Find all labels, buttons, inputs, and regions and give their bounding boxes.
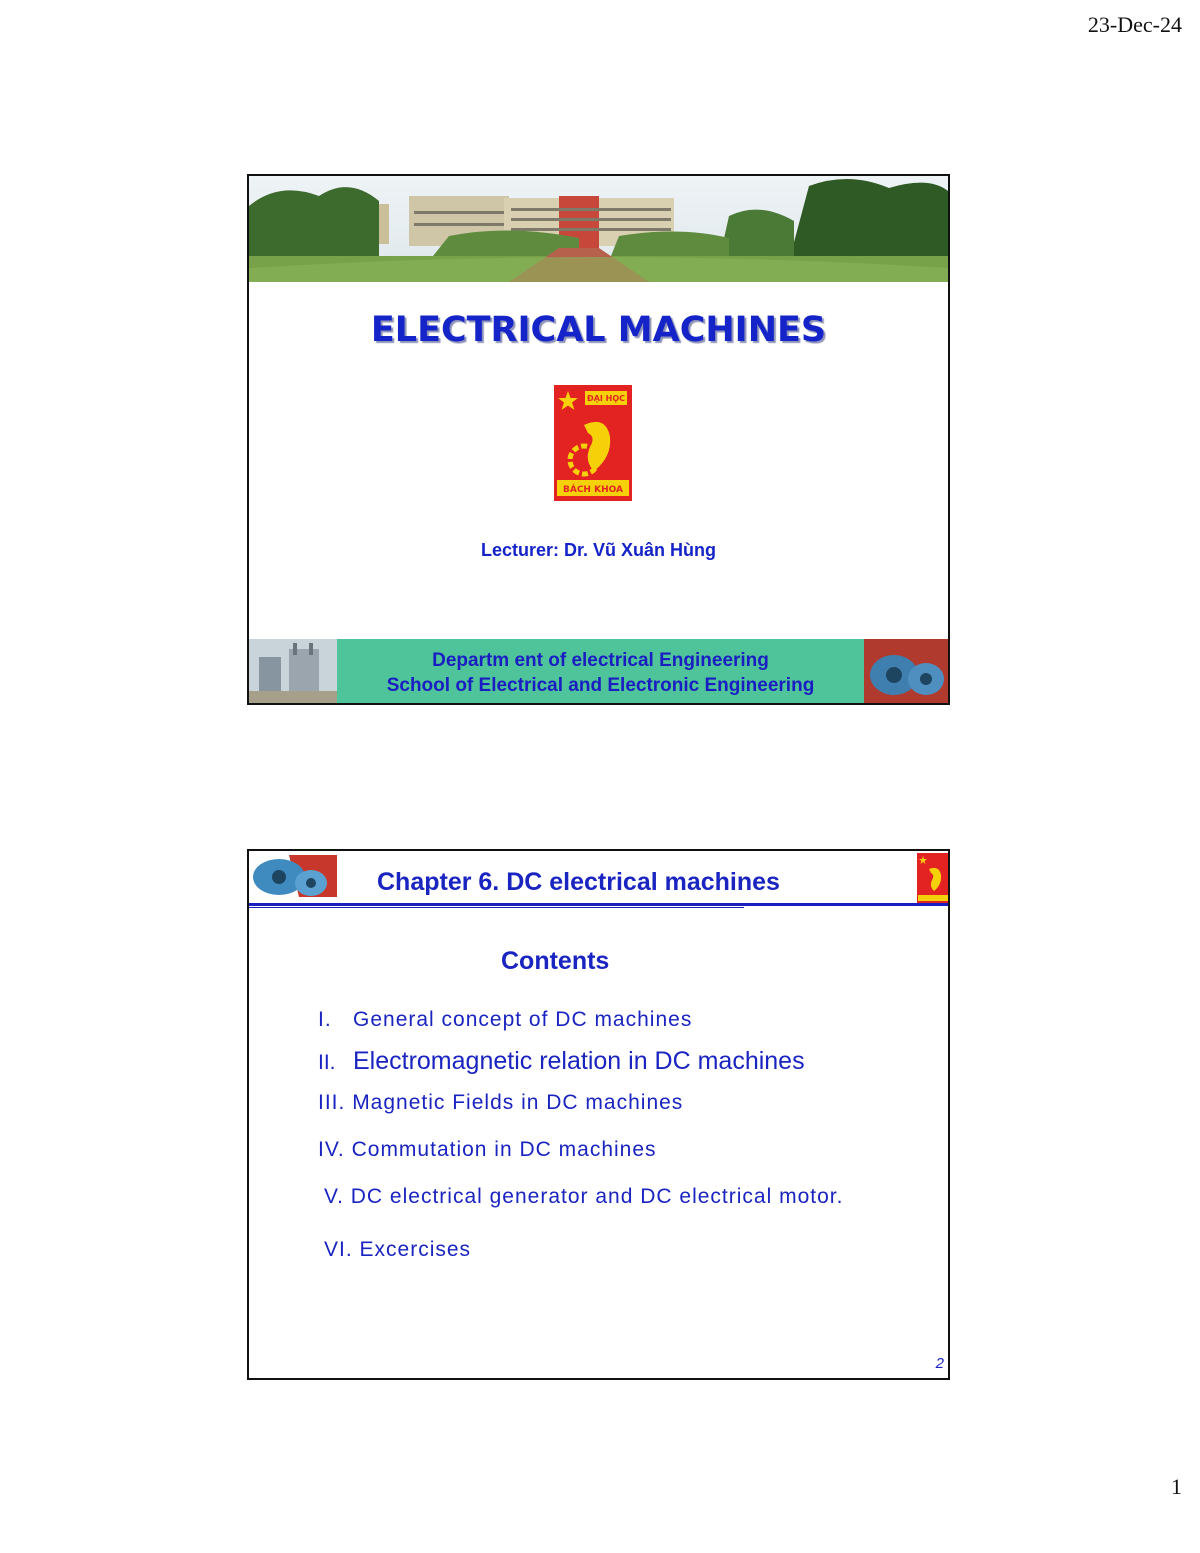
contents-slide [247,849,950,1380]
title-slide [247,174,950,705]
school-name: School of Electrical and Electronic Engineering [386,675,815,696]
chapter-title: Chapter 6. DC electrical machines [377,868,780,896]
item-text: Electromagnetic relation in DC machines [353,1047,805,1075]
item-text: General concept of DC machines [353,1008,693,1031]
lecturer-name: Lecturer: Dr. Vũ Xuân Hùng [480,540,717,560]
contents-item [318,1008,692,1032]
header-divider-thin [249,907,744,908]
item-number: I. [318,1008,332,1031]
contents-heading: Contents [501,947,610,975]
item-number: III. [318,1091,346,1114]
svg-text:BÁCH KHOA: BÁCH KHOA [563,485,623,495]
university-logo [554,385,632,501]
header-divider [249,903,948,906]
university-logo-small [917,853,949,903]
item-number: II. [318,1051,336,1074]
item-number: VI. [324,1238,353,1261]
presentation-title: ELECTRICAL MACHINES [370,310,827,350]
contents-item [318,1091,683,1115]
item-text: Magnetic Fields in DC machines [352,1091,684,1114]
page-date: 23-Dec-24 [1087,12,1182,37]
item-text: Commutation in DC machines [351,1138,657,1161]
slide-number: 2 [935,1355,944,1372]
contents-item [318,1138,657,1162]
svg-text:ĐẠI HỌC: ĐẠI HỌC [586,394,626,403]
page-number: 1 [1171,1474,1182,1499]
item-text: DC electrical generator and DC electrical motor. [350,1185,844,1208]
power-equipment-photo [249,639,337,703]
department-name: Departm ent of electrical Engineering [432,650,769,671]
item-text: Excercises [359,1238,472,1261]
contents-item [324,1238,471,1262]
department-footer [249,639,948,703]
campus-photo-banner [249,176,948,282]
item-number: IV. [318,1138,345,1161]
item-number: V. [324,1185,344,1208]
electric-motors-photo [864,639,948,703]
motors-header-image [249,851,337,903]
contents-item [324,1185,843,1209]
contents-item [318,1047,805,1076]
